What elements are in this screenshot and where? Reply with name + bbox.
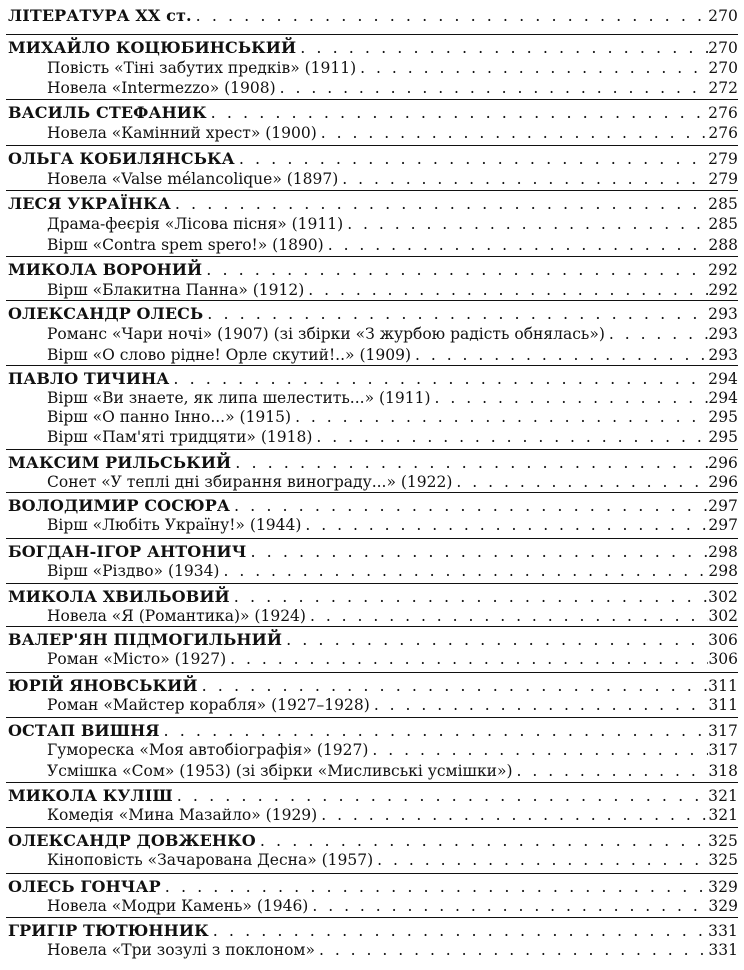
dot-leader [203,304,708,323]
work-title: Вірш «Різдво» (1934) [47,562,220,580]
section-divider [6,365,738,366]
section-divider [6,492,738,493]
dot-leader [431,389,709,407]
work-title: Вірш «О панно Інно...» (1915) [47,408,292,426]
work-row [0,346,738,364]
author-row [0,453,738,472]
work-title: Новела «Камінний хрест» (1900) [47,124,317,142]
work-title: Новела «Я (Романтика)» (1924) [47,607,306,625]
work-row [0,215,738,233]
dot-leader [315,941,708,959]
section-divider [6,449,738,450]
author-row [0,587,738,606]
work-title: Драма-феєрія «Лісова пісня» (1911) [47,215,344,233]
author-name: ВАЛЕР'ЯН ПІДМОГИЛЬНИЙ [8,630,283,649]
page-number: 296 [708,454,738,472]
dot-leader [343,215,708,233]
page-number: 270 [708,39,738,57]
page-number: 276 [708,124,738,142]
author-row [0,38,738,57]
dot-leader [306,607,708,625]
work-title: Роман «Майстер корабля» (1927–1928) [47,696,370,714]
author-name: ПАВЛО ТИЧИНА [8,369,170,388]
work-row [0,325,738,343]
dot-leader [192,6,708,25]
author-row [0,630,738,649]
work-title: Вірш «Contra spem spero!» (1890) [47,236,324,254]
work-row [0,696,738,714]
page-number: 317 [708,722,738,740]
page-number: 297 [708,497,738,515]
work-row [0,236,738,254]
author-row [0,260,738,279]
author-name: МИКОЛА ХВИЛЬОВИЙ [8,587,230,606]
dot-leader [209,921,708,940]
work-row [0,741,738,759]
dot-leader [338,170,708,188]
dot-leader [324,236,709,254]
work-row [0,79,738,97]
page-number: 294 [708,370,738,388]
work-title: Повість «Тіні забутих предків» (1911) [47,59,357,77]
author-name: МИКОЛА ВОРОНИЙ [8,260,203,279]
section-divider [6,256,738,257]
author-name: МИКОЛА КУЛІШ [8,786,173,805]
author-row [0,496,738,515]
section-divider [6,300,738,301]
section-divider [6,145,738,146]
work-row [0,607,738,625]
section-divider [6,99,738,100]
dot-leader [256,831,708,850]
section-divider [6,917,738,918]
author-row [0,6,738,25]
author-row [0,831,738,850]
dot-leader [605,325,709,343]
dot-leader [304,281,708,299]
author-row [0,369,738,388]
dot-leader [207,103,708,122]
work-row [0,941,738,959]
page-number: 331 [708,941,738,959]
page-number: 317 [708,741,738,759]
work-row [0,806,738,824]
page-number: 292 [708,261,738,279]
page-number: 311 [708,677,738,695]
page-number: 288 [708,236,738,254]
author-row [0,786,738,805]
work-row [0,650,738,668]
dot-leader [160,721,709,740]
section-divider [6,717,738,718]
work-title: Вірш «Любіть Україну!» (1944) [47,516,302,534]
work-row [0,170,738,188]
section-divider [6,827,738,828]
page-number: 276 [708,104,738,122]
author-name: ОЛЬГА КОБИЛЯНСЬКА [8,149,235,168]
author-row [0,676,738,695]
dot-leader [513,762,709,780]
work-title: Гумореска «Моя автобіографія» (1927) [47,741,369,759]
author-row [0,921,738,940]
section-divider [6,34,738,35]
work-title: Новела «Intermezzo» (1908) [47,79,276,97]
dot-leader [173,786,708,805]
author-name: ВОЛОДИМИР СОСЮРА [8,496,230,515]
page-number: 279 [708,150,738,168]
section-divider [6,538,738,539]
page-number: 311 [708,696,738,714]
author-name: ГРИГІР ТЮТЮННИК [8,921,209,940]
work-title: Кіноповість «Зачарована Десна» (1957) [47,851,374,869]
page-number: 272 [708,79,738,97]
work-title: Вірш «Ви знаете, як липа шелестить...» (1911) [47,389,431,407]
work-row [0,389,738,407]
author-name: МАКСИМ РИЛЬСЬКИЙ [8,453,232,472]
dot-leader [276,79,709,97]
section-divider [6,626,738,627]
dot-leader [317,806,708,824]
page-number: 295 [708,408,738,426]
work-row [0,473,738,491]
work-title: Сонет «У теплі дні збирання винограду...» (1922) [47,473,453,491]
page-number: 325 [708,851,738,869]
work-row [0,897,738,915]
work-row [0,851,738,869]
author-name: ЛЕСЯ УКРАЇНКА [8,194,171,213]
work-title: Роман «Місто» (1927) [47,650,227,668]
author-name: ОЛЕСЬ ГОНЧАР [8,877,161,896]
page-number: 294 [708,389,738,407]
work-title: Вірш «Пам'яті тридцяти» (1918) [47,428,313,446]
dot-leader [301,516,708,534]
page-number: 297 [708,516,738,534]
dot-leader [282,630,708,649]
dot-leader [169,369,708,388]
author-name: ОСТАП ВИШНЯ [8,721,160,740]
page-number: 321 [708,787,738,805]
dot-leader [370,696,709,714]
author-name: ЛІТЕРАТУРА ХХ ст. [8,6,192,25]
page-number: 318 [708,762,738,780]
page-number: 285 [708,195,738,213]
author-row [0,542,738,561]
page-number: 302 [708,607,738,625]
page-number: 292 [708,281,738,299]
dot-leader [312,428,708,446]
work-title: Романс «Чари ночі» (1907) (зі збірки «З журбою радість обнялась») [47,325,605,343]
work-title: Вірш «О слово рідне! Орле скутий!..» (1909) [47,346,411,364]
section-divider [6,583,738,584]
page-number: 285 [708,215,738,233]
dot-leader [356,59,708,77]
page-number: 293 [708,346,738,364]
page-number: 295 [708,428,738,446]
author-row [0,304,738,323]
work-row [0,59,738,77]
page-number: 331 [708,922,738,940]
author-row [0,194,738,213]
page-number: 321 [708,806,738,824]
dot-leader [452,473,708,491]
section-divider [6,782,738,783]
work-title: Новела «Модри Камень» (1946) [47,897,309,915]
dot-leader [230,496,708,515]
dot-leader [161,877,708,896]
dot-leader [231,453,708,472]
author-name: ЮРІЙ ЯНОВСЬКИЙ [8,676,198,695]
work-row [0,124,738,142]
work-title: Усмішка «Сом» (1953) (зі збірки «Мисливські усмішки») [47,762,513,780]
dot-leader [368,741,708,759]
work-title: Новела «Три зозулі з поклоном» [47,941,315,959]
page-number: 306 [708,631,738,649]
page-number: 306 [708,650,738,668]
page-number: 298 [708,562,738,580]
author-row [0,877,738,896]
page-number: 293 [708,325,738,343]
page-number: 329 [708,897,738,915]
dot-leader [308,897,708,915]
dot-leader [202,260,708,279]
dot-leader [171,194,708,213]
section-divider [6,190,738,191]
page-number: 270 [708,7,738,25]
dot-leader [226,650,708,668]
author-name: БОГДАН-ІГОР АНТОНИЧ [8,542,247,561]
dot-leader [219,562,708,580]
work-row [0,762,738,780]
author-name: ОЛЕКСАНДР ОЛЕСЬ [8,304,204,323]
author-row [0,721,738,740]
page-number: 293 [708,305,738,323]
work-row [0,562,738,580]
dot-leader [198,676,708,695]
dot-leader [317,124,709,142]
dot-leader [246,542,708,561]
dot-leader [411,346,708,364]
dot-leader [291,408,708,426]
author-row [0,149,738,168]
author-row [0,103,738,122]
page-number: 298 [708,543,738,561]
page-number: 270 [708,59,738,77]
work-title: Вірш «Блакитна Панна» (1912) [47,281,305,299]
section-divider [6,873,738,874]
work-title: Комедія «Мина Мазайло» (1929) [47,806,318,824]
page-number: 279 [708,170,738,188]
work-row [0,281,738,299]
page-number: 325 [708,832,738,850]
work-row [0,428,738,446]
page-number: 302 [708,588,738,606]
section-divider [6,672,738,673]
dot-leader [296,38,708,57]
dot-leader [230,587,708,606]
author-name: ОЛЕКСАНДР ДОВЖЕНКО [8,831,256,850]
work-row [0,408,738,426]
page-number: 296 [708,473,738,491]
author-name: МИХАЙЛО КОЦЮБИНСЬКИЙ [8,38,297,57]
dot-leader [373,851,708,869]
dot-leader [235,149,708,168]
work-row [0,516,738,534]
work-title: Новела «Valse mélancolique» (1897) [47,170,339,188]
author-name: ВАСИЛЬ СТЕФАНИК [8,103,207,122]
page-number: 329 [708,878,738,896]
